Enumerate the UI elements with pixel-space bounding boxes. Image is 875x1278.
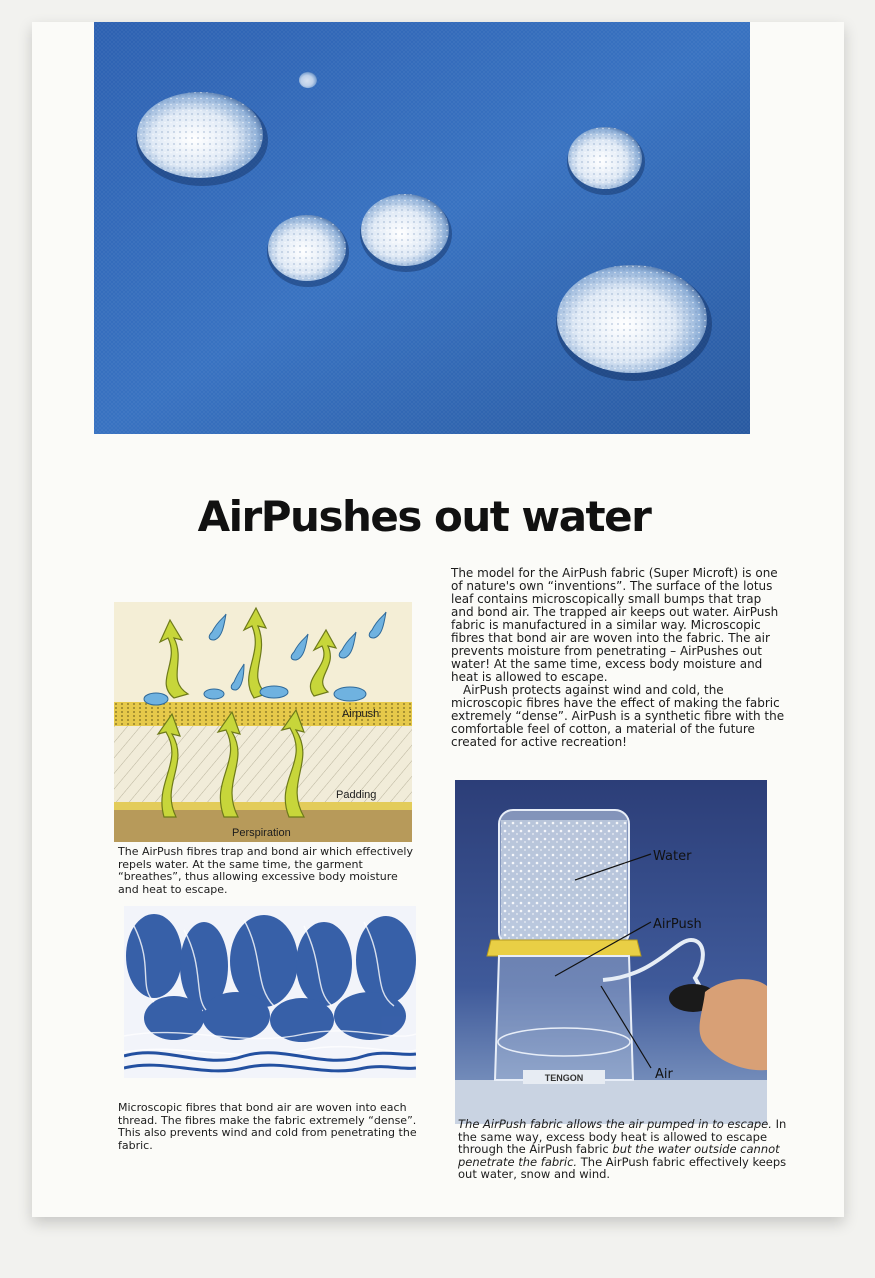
figure3-caption bbox=[458, 1118, 788, 1181]
figure2-caption: Microscopic fibres that bond air are woven into each thread. The fibres make the fabric extremely “dense”. This also prevents wind and cold from penetrating the fabric. bbox=[118, 1101, 417, 1152]
body-text bbox=[451, 567, 785, 749]
label-padding: Padding bbox=[336, 789, 377, 801]
label-water: Water bbox=[653, 849, 692, 864]
fabric-layers-diagram bbox=[114, 602, 412, 842]
body-paragraph-2: AirPush protects against wind and cold, the microscopic fibres have the effect of making the fabric extremely “dense”. AirPush is a synthetic fibre with the comfortable feel of cotton, a material of the future created for active recreation! bbox=[451, 683, 785, 749]
beaker-experiment-photo bbox=[455, 780, 767, 1124]
figure3-caption-italic: The AirPush fabric allows the air pumped in to escape. bbox=[458, 1117, 772, 1131]
fibres-illustration bbox=[124, 906, 416, 1078]
beaker-base-text: TENGON bbox=[544, 1073, 584, 1083]
brochure-page bbox=[32, 22, 844, 1217]
label-airpush: Airpush bbox=[342, 708, 380, 720]
label-air: Air bbox=[655, 1067, 673, 1082]
body-paragraph-1: The model for the AirPush fabric (Super Microft) is one of nature's own “inventions”. The surface of the lotus leaf contains microscopically small bumps that trap and bond air. The trapped air keeps out water. AirPush fabric is manufactured in a similar way. Microscopic fibres that bond air are woven into the fabric. The air prevents moisture from penetrating – AirPushes out water! At the same time, excess body moisture and heat is allowed to escape. bbox=[451, 566, 779, 684]
figure3-caption-italic2: but the water outside cannot penetrate the fabric. bbox=[458, 1142, 780, 1169]
figure3-caption-end: The AirPush fabric effectively keeps out water, snow and wind. bbox=[458, 1154, 787, 1181]
page-title: AirPushes out water bbox=[197, 492, 651, 541]
water-droplets-photo bbox=[94, 22, 750, 434]
figure3-caption-plain: In the same way, excess body heat is allowed to escape through the AirPush fabric bbox=[458, 1117, 787, 1156]
figure1-caption: The AirPush fibres trap and bond air which effectively repels water. At the same time, the garment “breathes”, thus allowing excessive body moisture and heat to escape. bbox=[118, 845, 413, 896]
label-perspiration: Perspiration bbox=[232, 827, 291, 839]
label-airpush-photo: AirPush bbox=[653, 917, 702, 932]
